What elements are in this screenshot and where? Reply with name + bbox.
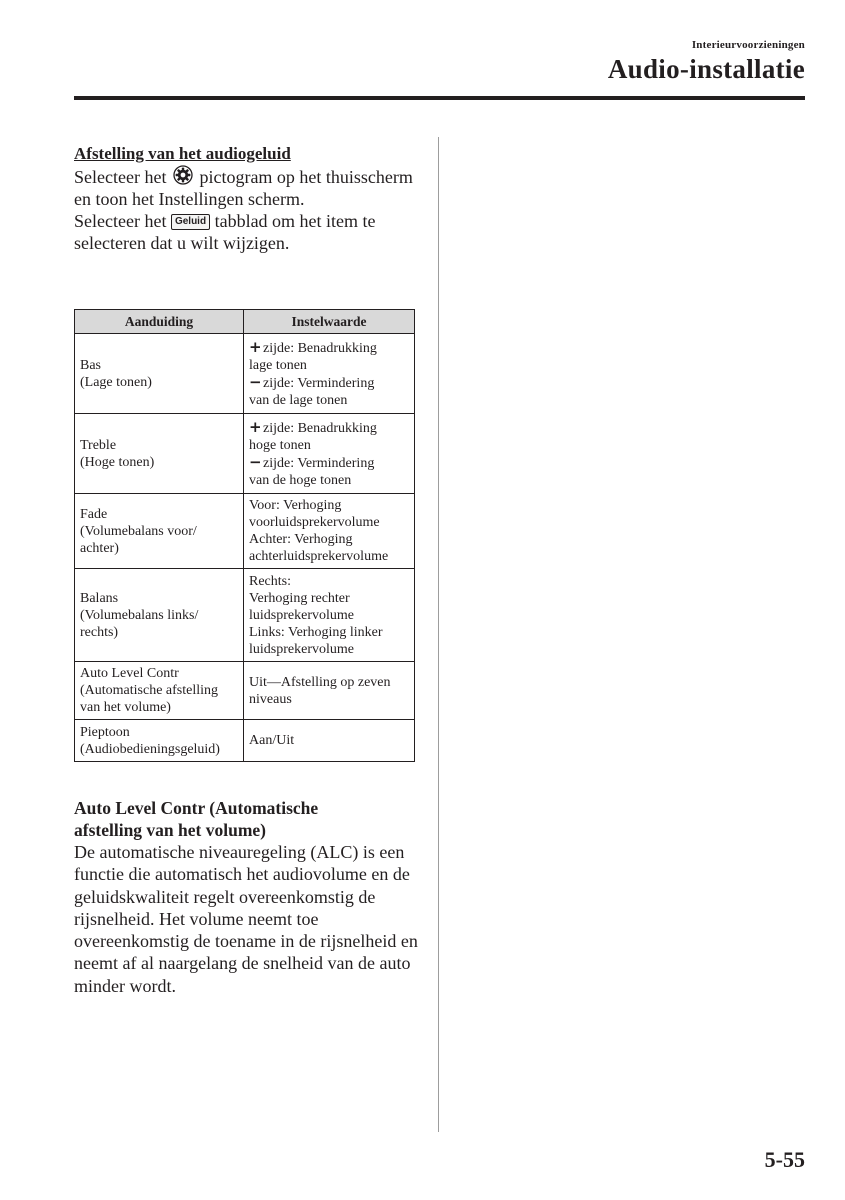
table-cell-value <box>244 662 415 720</box>
table-cell-value <box>244 720 415 762</box>
alc-heading <box>74 797 424 841</box>
row-balans-name-sub: (Volumebalans links/ <box>80 607 199 623</box>
plus-line <box>249 419 409 437</box>
table-row <box>75 569 415 662</box>
intro-step-2 <box>74 210 416 254</box>
table-header-instelwaarde: Instelwaarde <box>244 310 415 334</box>
table-row <box>75 662 415 720</box>
row-treble-name: Treble <box>80 437 117 453</box>
minus-icon: − <box>249 372 262 391</box>
row-pieptoon-name-sub: (Audiobedieningsgeluid) <box>80 741 220 757</box>
intro-step-2-text-b: tabblad om het item te selecteren dat u wilt wijzigen. <box>74 211 376 253</box>
page-number: 5-55 <box>764 1147 805 1172</box>
row-balans-value-2: Verhoging rechter <box>249 590 350 606</box>
row-treble-minus-text: zijde: Vermindering <box>263 455 375 471</box>
table-row <box>75 414 415 494</box>
geluid-tab-key: Geluid <box>171 214 210 230</box>
table-header-row <box>75 310 415 334</box>
row-alc-value-1: Uit—Afstelling op zeven <box>249 674 391 690</box>
row-balans-name-sub-2: rechts) <box>80 624 119 640</box>
table-row <box>75 494 415 569</box>
subsection-title: Afstelling van het audiogeluid <box>74 144 291 163</box>
table-header-aanduiding: Aanduiding <box>75 310 244 334</box>
row-bas-name: Bas <box>80 357 101 373</box>
header-rule <box>74 96 805 100</box>
plus-icon: + <box>249 337 262 356</box>
table-row <box>75 720 415 762</box>
row-treble-plus-text-2: hoge tonen <box>249 437 311 453</box>
table-cell-name <box>75 494 244 569</box>
row-balans-value-4: Links: Verhoging linker <box>249 624 383 640</box>
row-alc-value-2: niveaus <box>249 691 292 707</box>
section-label: Interieurvoorzieningen <box>691 39 805 51</box>
row-fade-value-1: Voor: Verhoging <box>249 498 342 513</box>
row-fade-name: Fade <box>80 506 108 522</box>
table-cell-value <box>244 494 415 569</box>
row-balans-name: Balans <box>80 590 119 606</box>
minus-icon: − <box>249 452 262 471</box>
row-fade-name-sub-2: achter) <box>80 540 119 556</box>
row-fade-value-3: Achter: Verhoging <box>249 532 353 547</box>
table-cell-name <box>75 662 244 720</box>
table-cell-value <box>244 414 415 494</box>
gear-icon <box>173 165 193 185</box>
alc-heading-line-2: afstelling van het volume) <box>74 820 267 840</box>
table-cell-value <box>244 334 415 414</box>
row-balans-value-5: luidsprekervolume <box>249 641 354 657</box>
table-row <box>75 334 415 414</box>
table-cell-name <box>75 414 244 494</box>
settings-table <box>74 309 415 762</box>
plus-icon: + <box>249 417 262 436</box>
row-fade-value-2: voorluidsprekervolume <box>249 515 380 530</box>
row-pieptoon-name: Pieptoon <box>80 724 130 740</box>
row-bas-name-sub: (Lage tonen) <box>80 374 152 390</box>
row-bas-minus-text-2: van de lage tonen <box>249 392 348 408</box>
alc-section <box>74 797 424 997</box>
minus-line <box>249 374 409 392</box>
row-alc-name-sub-2: van het volume) <box>80 700 171 715</box>
alc-body: De automatische niveauregeling (ALC) is een functie die automatisch het audiovolume en de geluidskwaliteit regelt overeenkomstig de rijsnelheid. Het volume neemt toe overeenkomstig de toename in de rijsnelheid en neemt af al naargelang de snelheid van de auto minder wordt. <box>74 842 418 996</box>
page-title: Audio-installatie <box>607 54 805 84</box>
row-pieptoon-value-1: Aan/Uit <box>249 733 295 748</box>
table-cell-value <box>244 569 415 662</box>
row-bas-plus-text: zijde: Benadrukking <box>263 340 377 356</box>
row-treble-minus-text-2: van de hoge tonen <box>249 472 352 488</box>
row-fade-name-sub: (Volumebalans voor/ <box>80 523 197 539</box>
row-treble-plus-text: zijde: Benadrukking <box>263 420 377 436</box>
row-alc-name: Auto Level Contr <box>80 666 179 681</box>
intro-step-1-text-a: Selecteer het <box>74 167 167 187</box>
intro-step-2-text-a: Selecteer het <box>74 211 167 231</box>
intro-step-1-text-b: pictogram op het thuisscherm en toon het Instellingen scherm. <box>74 167 413 209</box>
table-cell-name <box>75 334 244 414</box>
row-treble-name-sub: (Hoge tonen) <box>80 454 155 470</box>
row-alc-name-sub: (Automatische afstelling <box>80 683 219 698</box>
table-cell-name <box>75 720 244 762</box>
alc-heading-line-1: Auto Level Contr (Automatische <box>74 798 319 818</box>
column-divider <box>438 137 439 1132</box>
intro-step-1 <box>74 165 416 210</box>
row-balans-value-1: Rechts: <box>249 573 291 589</box>
row-balans-value-3: luidsprekervolume <box>249 607 354 623</box>
left-column <box>74 143 416 254</box>
plus-line <box>249 339 409 357</box>
row-bas-plus-text-2: lage tonen <box>249 357 307 373</box>
row-fade-value-4: achterluidsprekervolume <box>249 549 389 564</box>
table-cell-name <box>75 569 244 662</box>
row-bas-minus-text: zijde: Vermindering <box>263 375 375 391</box>
minus-line <box>249 454 409 472</box>
